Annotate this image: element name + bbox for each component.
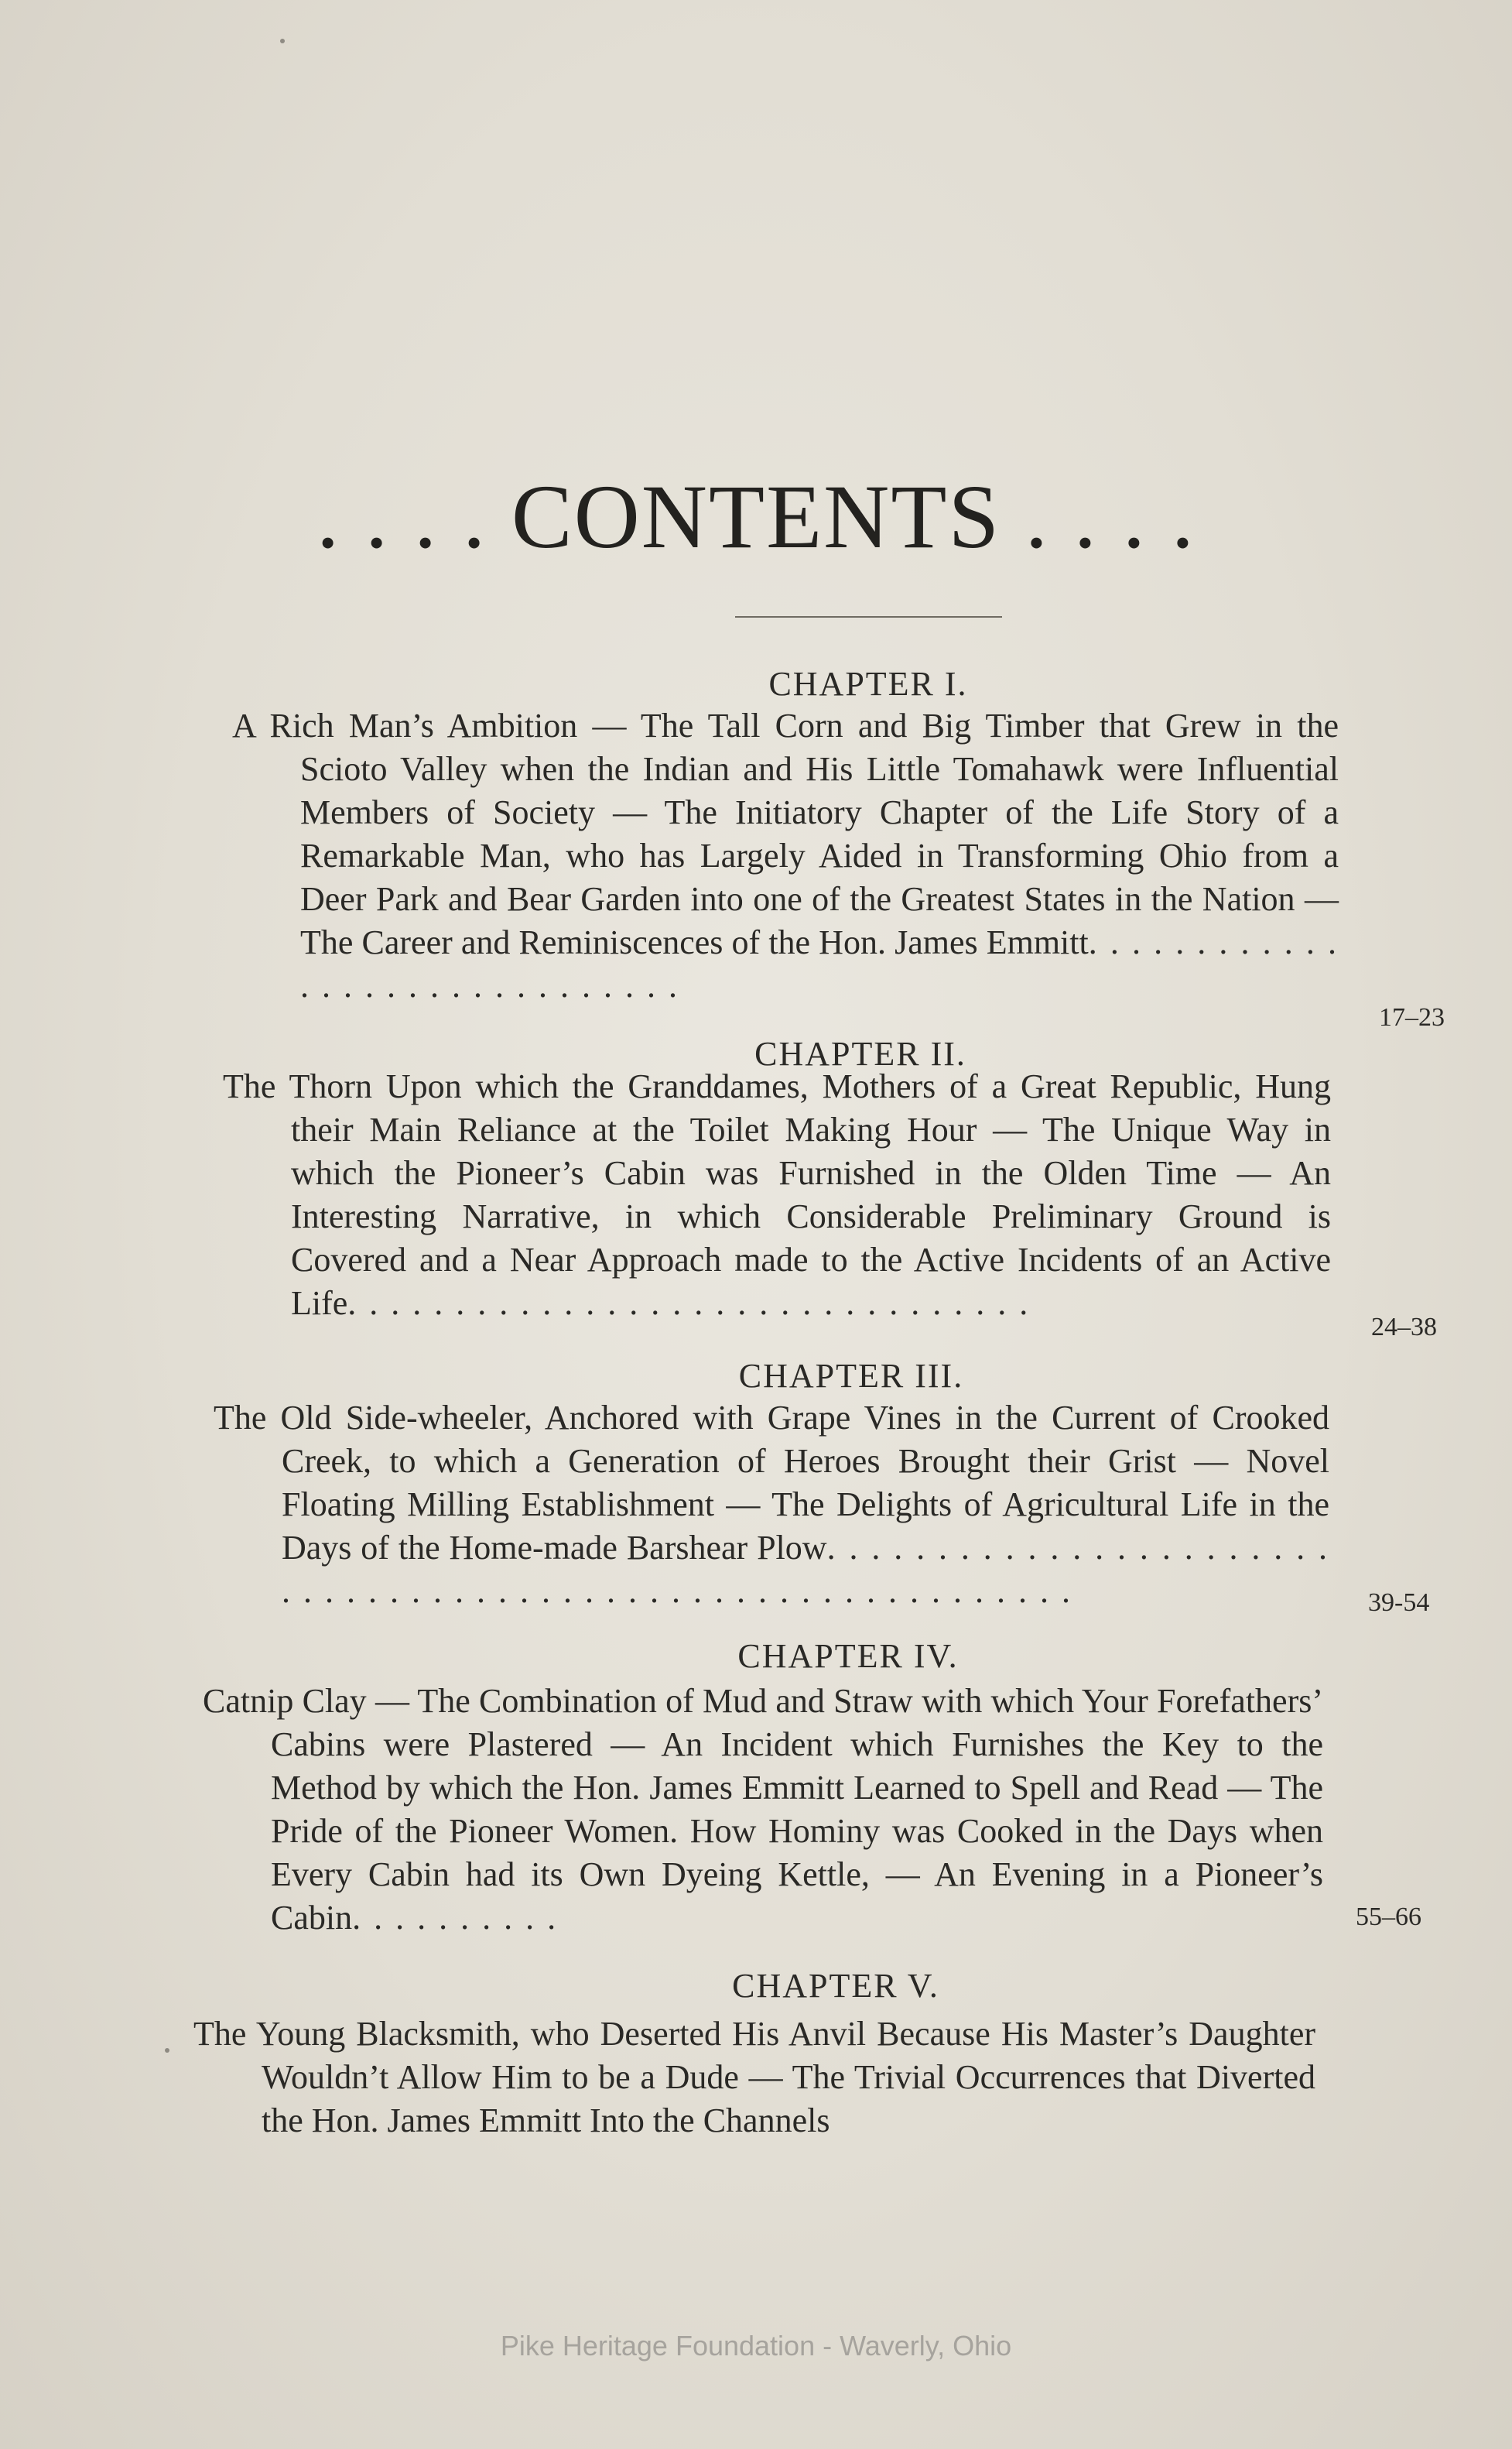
page-range: 17–23 xyxy=(1379,1003,1445,1032)
chapter-summary-text: The Thorn Upon which the Granddames, Mothers of a Great Republic, Hung their Main Reliance at the Toilet Making Hour — The Unique Way in which the Pioneer’s Cabin was Furnished in the Olden Time — An Interesting Narrative, in which Considerable Preliminary Ground is Covered and a Near Approach made to the Active Incidents of an Active Life xyxy=(223,1067,1331,1322)
chapter-title: CHAPTER I. xyxy=(768,665,968,703)
page-range: 55–66 xyxy=(1356,1903,1421,1931)
heading-rule xyxy=(735,616,1002,618)
chapter-summary xyxy=(232,704,1339,1008)
contents-heading: . . . . CONTENTS . . . . xyxy=(316,466,1196,567)
page-range: 39-54 xyxy=(1368,1588,1430,1617)
dot-leader: . . . . . . . . . . xyxy=(352,1899,559,1937)
dot-leader: . . . . . . . . . . . . . . . . . . . . . . . . . . . . . . . . xyxy=(347,1284,1031,1322)
chapter-title: CHAPTER IV. xyxy=(737,1637,959,1675)
watermark-credit: Pike Heritage Foundation - Waverly, Ohio xyxy=(500,2330,1012,2362)
page-range: 24–38 xyxy=(1371,1313,1437,1341)
chapter-summary xyxy=(203,1680,1323,1940)
chapter-summary xyxy=(193,2012,1315,2142)
chapter-title: CHAPTER V. xyxy=(732,1967,939,2005)
chapter-summary-text: Catnip Clay — The Combination of Mud and Straw with which Your Forefathers’ Cabins were Plastered — An Incident which Furnishes the Key to the Method by which the Hon. James Emmitt Learned to Spell and Read — The Pride of the Pioneer Women. How Hominy was Cooked in the Days when Every Cabin had its Own Dyeing Kettle, — An Evening in a Pioneer’s Cabin xyxy=(203,1682,1323,1937)
chapter-summary-text: The Young Blacksmith, who Deserted His Anvil Because His Master’s Daughter Wouldn’t Allow Him to be a Dude — The Trivial Occurrences that Diverted the Hon. James Emmitt Into the Channels xyxy=(193,2015,1315,2139)
chapter-summary-text: A Rich Man’s Ambition — The Tall Corn and Big Timber that Grew in the Scioto Valley when the Indian and His Little Tomahawk were Influential Members of Society — The Initiatory Chapter of the Life Story of a Remarkable Man, who has Largely Aided in Transforming Ohio from a Deer Park and Bear Garden into one of the Greatest States in the Nation — The Career and Reminiscences of the Hon. James Emmitt xyxy=(232,707,1339,961)
chapter-title: CHAPTER III. xyxy=(738,1357,964,1395)
chapter-summary xyxy=(214,1396,1329,1613)
ink-speck xyxy=(165,2048,169,2053)
dot-leader: . . . . . . . . . . . . . . . . . . . . . . . . . . . . . . xyxy=(300,923,1339,1005)
chapter-summary xyxy=(223,1065,1331,1325)
dot-leader: . . . . . . . . . . . . . . . . . . . . . . . . . . . . . . . . . . . . . . . . . . . . . . . . . . . . . . . . . . . . xyxy=(282,1529,1330,1610)
chapter-summary-text: The Old Side-wheeler, Anchored with Grape Vines in the Current of Crooked Creek, to which a Generation of Heroes Brought their Grist — Novel Floating Milling Establishment — The Delights of Agricultural Life in the Days of the Home-made Barshear Plow xyxy=(214,1399,1329,1567)
ink-speck xyxy=(280,39,285,43)
chapter-title: CHAPTER II. xyxy=(754,1035,966,1073)
